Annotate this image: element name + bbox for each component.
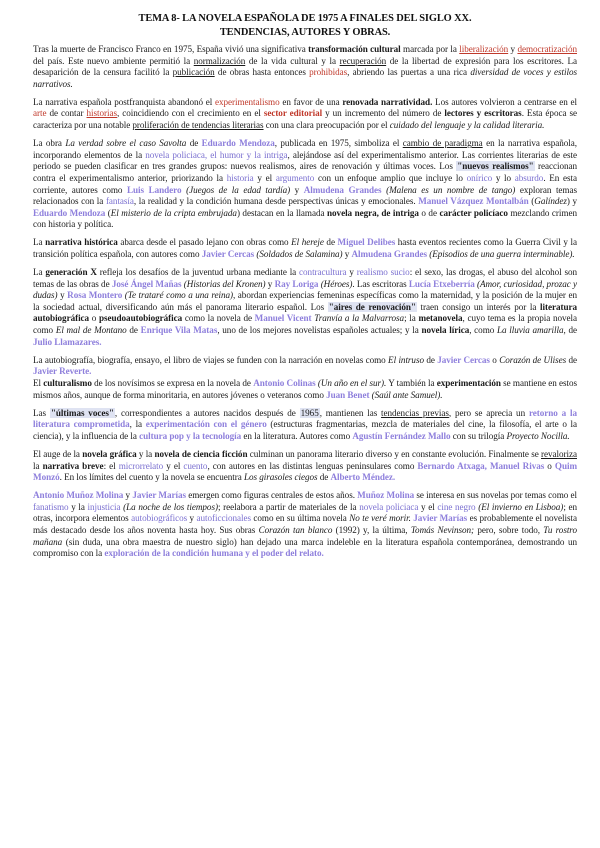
text-span: Javier Cercas	[201, 249, 255, 259]
text-span: traen consigo un interés por la	[416, 301, 541, 312]
text-span: experimentación	[436, 377, 501, 388]
text-span: . En los límites del cuento y la novela se encuentra	[59, 472, 244, 483]
text-span: generación X	[45, 267, 97, 278]
text-span: pero, sobre todo,	[474, 524, 544, 535]
text-span: Javier Marías	[132, 490, 186, 501]
text-span: José Ángel Mañas	[111, 278, 182, 289]
text-span: ) destacan en la llamada	[236, 207, 328, 218]
text-span: Eduardo Mendoza	[33, 207, 106, 218]
text-span: es probablemente el novelista más destacado desde los años noventa hasta hoy. Sus obras	[33, 513, 577, 535]
text-span: como la novela de	[182, 313, 255, 324]
text-span: y lo	[492, 172, 515, 183]
text-span: de obras hasta entonces	[214, 67, 310, 78]
text-span: . En esta corriente, autores como	[33, 172, 577, 195]
text-span: , correspondientes a autores nacidos después de	[114, 407, 300, 418]
text-span: injusticia	[87, 501, 121, 512]
text-span: marcada por la	[400, 44, 460, 54]
text-span: novela lírica	[421, 325, 470, 336]
text-span: El intruso	[388, 354, 424, 365]
text-span: Miguel Delibes	[337, 237, 396, 248]
text-span: ; en otras, incorpora elementos	[33, 501, 577, 524]
text-span: 1965	[300, 407, 319, 418]
text-span: historia	[226, 172, 254, 183]
text-span: ) y	[566, 196, 577, 207]
paragraph-autobiografia	[33, 355, 577, 401]
paragraph-transition	[33, 44, 577, 90]
text-span: Los girasoles ciegos	[243, 472, 318, 483]
paragraph-mendoza	[33, 138, 577, 231]
text-span: ; reelabora a partir de materiales de la	[217, 501, 360, 512]
text-span: cambio de paradigma	[402, 138, 483, 149]
title-line-1: TEMA 8- LA NOVELA ESPAÑOLA DE 1975 A FINALES DEL SIGLO XX.	[138, 13, 472, 24]
text-span: carácter policíaco	[439, 207, 508, 218]
text-span: Ray Loriga	[274, 278, 319, 289]
text-span: sector editorial	[263, 108, 323, 119]
text-span: como en su última novela	[250, 513, 350, 524]
text-span: novela negra, de intriga	[327, 207, 419, 218]
text-span: novela de ciencia ficción	[154, 448, 248, 459]
text-span: abarca desde el pasado lejano con obras como	[117, 237, 292, 248]
text-span: Quim Monzó	[33, 460, 577, 483]
text-span: o	[544, 460, 555, 471]
text-span: autoficcionales	[196, 513, 251, 524]
text-span: La	[33, 267, 46, 278]
paragraph-ultimas-voces	[33, 408, 577, 443]
text-span: de	[126, 325, 141, 336]
text-span: liberalización	[459, 44, 509, 54]
text-span: fantasía	[105, 196, 134, 207]
text-span: , uno de los mejores novelistas españoles actuales; y la	[217, 325, 422, 336]
text-span: pseudoautobiográfica	[98, 313, 183, 324]
text-span: La lluvia amarilla	[497, 325, 564, 336]
text-span: o	[489, 354, 500, 365]
text-span: o	[89, 313, 99, 324]
text-span: exploran temas relacionados con la	[33, 184, 577, 207]
text-span: (Saúl ante Samuel).	[369, 389, 443, 400]
text-span: No te veré morir.	[349, 513, 411, 524]
text-span: y	[346, 267, 357, 278]
text-span: onírico	[466, 172, 493, 183]
text-span: narrativa breve	[42, 460, 104, 471]
text-span: recuperación	[339, 55, 387, 66]
text-span: publicación	[172, 67, 215, 78]
text-span: "nuevos realismos"	[457, 161, 534, 172]
text-span: exploración de la condición humana y el poder del relato.	[104, 548, 324, 559]
text-span: (El invierno en Lisboa)	[475, 501, 564, 512]
text-span: Muñoz Molina	[357, 490, 415, 501]
text-span: y el	[163, 460, 184, 471]
text-span: Manuel Vázquez Montalbán	[418, 196, 529, 207]
text-span: novela gráfica	[82, 448, 137, 459]
text-span: (	[105, 207, 111, 218]
text-span: y el	[253, 172, 276, 183]
text-span: Tomás Nevinson;	[410, 524, 474, 535]
text-span: proliferación de tendencias literarias	[132, 120, 264, 131]
text-span: , coincidiendo con el crecimiento en el	[117, 108, 264, 119]
text-span: experimentalismo	[215, 96, 280, 107]
text-span: Tras la muerte de Francisco Franco en 1975, España vivió una significativa	[33, 44, 309, 54]
text-span: mezclando crimen con historia y política.	[33, 207, 577, 230]
text-span: fanatismo	[33, 501, 69, 512]
text-span: El hereje	[291, 237, 324, 248]
text-span: realismo sucio	[356, 267, 410, 278]
text-span: novela policiaca, el humor y la intriga	[145, 149, 288, 160]
text-span: (Te trataré como a una reina)	[122, 290, 234, 301]
text-span: experimentación con el género	[145, 419, 267, 430]
text-span: (Historias del Kronen)	[181, 278, 266, 289]
text-span: (sin duda, una obra maestra de nuestro siglo) han dejado una marca indeleble en la literatura española contemporánea, demostrando un compromiso con la	[33, 536, 577, 559]
text-span: y el	[418, 501, 438, 512]
text-span: Javier Reverte.	[33, 366, 92, 377]
text-span: de	[317, 472, 331, 483]
text-span: Juan Benet	[326, 389, 370, 400]
text-span: renovada narratividad.	[342, 96, 433, 107]
text-span: (Un año en el sur).	[315, 377, 387, 388]
text-span: hasta eventos recientes como la Guerra Civil y la transición política española, con autores como	[33, 237, 577, 259]
text-span: y	[342, 249, 352, 259]
text-span: retorno a la literatura comprometida	[33, 407, 578, 430]
text-span: novela policiaca	[359, 501, 419, 512]
text-span: con su trilogía	[450, 430, 507, 441]
text-span: , con autores en las distintas lenguas peninsulares como	[207, 460, 418, 471]
text-span: y	[123, 490, 133, 501]
text-span: : el sexo, las drogas, el abuso del alcohol son temas de las obras de	[33, 267, 577, 289]
text-span: y	[187, 513, 197, 524]
text-span: , la	[129, 419, 146, 430]
text-span: de contar	[46, 108, 87, 119]
text-span: El misterio de la cripta embrujada	[110, 207, 237, 218]
text-span: o de	[418, 207, 440, 218]
text-span: Tu rostro mañana	[33, 524, 577, 547]
text-span: ; la	[404, 313, 419, 324]
text-span: con una clara preocupación por el	[263, 120, 390, 131]
text-span: (1992) y, la última,	[332, 524, 411, 535]
text-span: tendencias previas	[381, 407, 449, 418]
text-span: Javier Marías	[413, 513, 468, 524]
text-span: narrativa histórica	[45, 237, 118, 248]
text-span: Almudena Grandes	[303, 184, 382, 195]
text-span: Antonio Colinas	[253, 377, 316, 388]
text-span: . Esta época se caracteriza por una notable	[33, 108, 577, 131]
text-span: (Héroes)	[318, 278, 353, 289]
text-span: Alberto Méndez.	[330, 472, 396, 483]
text-span: (Malena es un nombre de tango)	[381, 184, 516, 195]
text-span: , la realidad y la condición humana desde perspectivas únicas y emocionales.	[133, 196, 419, 207]
page-title	[33, 12, 577, 40]
text-span: cine negro	[437, 501, 476, 512]
document-page	[33, 12, 577, 566]
text-span: y la	[68, 501, 88, 512]
text-span: Julio Llamazares.	[33, 336, 102, 347]
text-span: "últimas voces"	[50, 407, 114, 418]
text-span: La obra	[33, 138, 66, 149]
text-span: , publicada en 1975, simboliza el	[274, 138, 403, 149]
text-span: en favor de una	[279, 96, 343, 107]
text-span: historias	[86, 108, 117, 119]
text-span: (estructuras fragmentarias, mezcla de materiales del cine, la filosofía, el arte o la ciencia), y la influencia de la	[33, 419, 577, 441]
text-span: de	[323, 237, 338, 248]
text-span: literatura autobiográfica	[33, 301, 578, 324]
text-span: Rosa Montero	[67, 290, 123, 301]
text-span: y	[508, 44, 518, 54]
title-line-2: TENDENCIAS, AUTORES Y OBRAS.	[219, 27, 391, 38]
text-span: arte	[33, 108, 47, 119]
text-span: , cuyo tema es la propia novela como	[33, 313, 577, 336]
text-span: , mantienen las	[319, 407, 382, 418]
text-span: del país. Este nuevo ambiente permitió la	[33, 55, 194, 66]
text-span: "aires de renovación"	[328, 301, 416, 312]
paragraph-postfranquista	[33, 97, 577, 132]
text-span: La verdad sobre el caso Savolta	[65, 138, 187, 149]
text-span: La autobiografía, biografía, ensayo, el libro de viajes se funden con la narración en novelas como	[33, 354, 389, 365]
text-span: cuidado del lenguaje y la calidad literaria.	[389, 120, 545, 131]
text-span: Luis Landero	[126, 184, 182, 195]
text-span: (Amor, curiosidad, prozac y dudas)	[33, 278, 578, 301]
text-span: normalización	[193, 55, 246, 66]
text-span: refleja los desafíos de la juventud urbana mediante la	[96, 267, 300, 278]
text-span: El mal de Montano	[55, 325, 127, 336]
text-span: (	[528, 196, 535, 207]
paragraph-historica	[33, 237, 577, 260]
text-span: en la narrativa española, incorporando elementos de la	[33, 138, 577, 160]
text-span: (Episodios de una guerra interminable).	[427, 249, 575, 259]
text-span: Corazón tan blanco	[258, 524, 333, 535]
text-span: lectores y escritoras	[444, 108, 522, 119]
text-span: : el	[103, 460, 119, 471]
text-span: El auge de la	[33, 448, 83, 459]
text-span: en la literatura. Autores como	[241, 430, 353, 441]
text-span: Eduardo Mendoza	[201, 138, 275, 149]
text-span: absurdo	[514, 172, 544, 183]
paragraph-novela-grafica	[33, 449, 577, 484]
text-span: contracultura	[299, 267, 347, 278]
text-span: El	[33, 377, 44, 388]
text-span: y	[57, 290, 68, 301]
text-span: se interesa en sus novelas por temas como el	[414, 490, 577, 501]
text-span: de	[566, 354, 577, 365]
text-span: microrrelato	[118, 460, 164, 471]
text-span: Lucía Etxeberría	[408, 278, 475, 289]
text-span: Agustín Fernández Mallo	[352, 430, 451, 441]
text-span: y la	[136, 448, 155, 459]
text-span: transformación cultural	[308, 44, 401, 54]
text-span: Las	[33, 407, 50, 418]
text-span: y	[290, 184, 304, 195]
text-span: Los autores volvieron a centrarse en el	[432, 96, 578, 107]
text-span: de la vida cultural y la	[245, 55, 340, 66]
text-span: la	[33, 460, 43, 471]
text-span: diversidad de voces y estilos narrativos.	[33, 67, 577, 89]
text-span: democratización	[517, 44, 577, 54]
text-span: , pero se aprecia un	[448, 407, 529, 418]
paragraph-munoz-molina-marias	[33, 490, 577, 560]
text-span: emergen como figuras centrales de estos años.	[186, 490, 358, 501]
text-span: , abriendo las puertas a una rica	[347, 67, 471, 78]
text-span: , abordan experiencias femeninas específicas como la maternidad, y la posición de la mujer en la sociedad actual, diversificando aún más el panorama literario español. Los	[33, 290, 577, 312]
text-span: Galíndez	[534, 196, 567, 207]
text-span: prohibidas	[309, 67, 348, 78]
text-span: Antonio Muñoz Molina	[33, 490, 124, 501]
text-span: Y también la	[386, 377, 437, 388]
text-span: Corazón de Ulises	[499, 354, 567, 365]
text-span: . Las escritoras	[352, 278, 409, 289]
text-span: culturalismo	[43, 377, 92, 388]
text-span: Manuel Vicent	[254, 313, 312, 324]
text-span: de	[186, 138, 202, 149]
text-span: culminan un panorama literario diverso y en constante evolución. Finalmente se	[247, 448, 542, 459]
text-span: Tranvía a la Malvarrosa	[311, 313, 405, 324]
text-span: se mantiene en estos mismos años, aunque de forma minoritaria, en autores jóvenes o veteranos como	[33, 377, 577, 400]
text-span: Javier Cercas	[437, 354, 490, 365]
text-span: , como	[469, 325, 497, 336]
text-span: argumento	[275, 172, 315, 183]
text-span: con un enfoque amplio que incluye lo	[314, 172, 467, 183]
text-span: La narrativa española postfranquista abandonó el	[33, 96, 215, 107]
text-span: Bernardo Atxaga, Manuel Rivas	[417, 460, 545, 471]
text-span: de la libertad de expresión para los escritores. La desaparición de la censura facilitó la	[33, 55, 577, 78]
text-span: (La noche de los tiempos)	[120, 501, 218, 512]
text-span: (Soldados de Salamina)	[254, 249, 343, 259]
text-span: autobiográficos	[131, 513, 188, 524]
text-span: reaccionan contra el experimentalismo anterior, priorizando la	[33, 161, 577, 183]
text-span: cuento	[183, 460, 208, 471]
text-span: cultura pop y la tecnología	[139, 430, 242, 441]
text-span: y un incremento del número de	[322, 108, 445, 119]
text-span: y	[265, 278, 275, 289]
text-span: Almudena Grandes	[351, 249, 428, 259]
text-span: de	[423, 354, 438, 365]
text-span: Proyecto Nocilla.	[506, 430, 570, 441]
text-span: (Juegos de la edad tardía)	[181, 184, 291, 195]
text-span: , de	[563, 325, 578, 336]
paragraph-generacion-x	[33, 267, 577, 348]
text-span: La	[33, 237, 46, 248]
text-span: Enrique Vila Matas	[140, 325, 218, 336]
text-span: , alejándose así del experimentalismo anterior. Las corrientes literarias de este periodo se pueden clasificar en tres grandes grupos: nuevos realismos, aires de renovación y últimas voces. Los	[33, 149, 577, 172]
text-span: metanovela	[418, 313, 463, 324]
text-span: revaloriza	[541, 448, 577, 459]
text-span: de los novísimos se expresa en la novela de	[91, 377, 254, 388]
